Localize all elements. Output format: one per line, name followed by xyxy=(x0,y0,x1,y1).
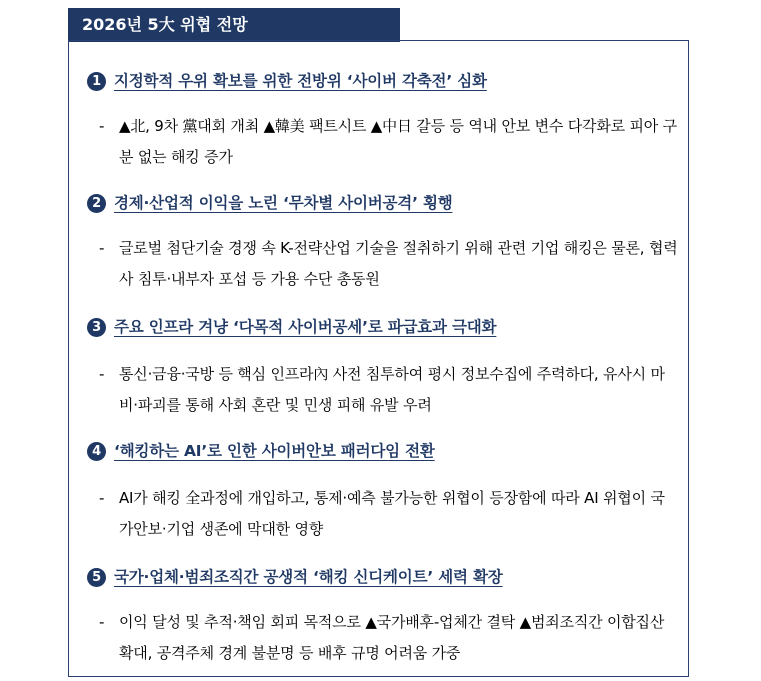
threat-heading-text: 경제·산업적 이익을 노린 ‘무차별 사이버공격’ 횡행 xyxy=(114,194,453,212)
section-title-tab xyxy=(68,8,400,42)
threat-outlook-box xyxy=(68,40,689,677)
threat-detail-5 xyxy=(99,607,679,669)
threat-heading-3 xyxy=(87,315,496,337)
bullet-dash: - xyxy=(99,613,105,631)
number-badge-1: 1 xyxy=(87,72,106,91)
number-badge-4: 4 xyxy=(87,442,106,461)
threat-detail-3 xyxy=(99,359,679,421)
bullet-dash: - xyxy=(99,239,105,257)
bullet-dash: - xyxy=(99,117,105,135)
threat-heading-text: 주요 인프라 겨냥 ‘다목적 사이버공세’로 파급효과 극대화 xyxy=(114,318,497,336)
bullet-dash: - xyxy=(99,489,105,507)
threat-heading-text: 지정학적 우위 확보를 위한 전방위 ‘사이버 각축전’ 심화 xyxy=(114,72,487,90)
threat-heading-4 xyxy=(87,439,435,461)
threat-detail-text: 이익 달성 및 추적·책임 회피 목적으로 ▲국가배후-업체간 결탁 ▲범죄조직간 이합집산 확대, 공격주체 경계 불분명 등 배후 규명 어려움 가중 xyxy=(119,613,665,662)
threat-heading-2 xyxy=(87,191,453,213)
threat-heading-text: 국가·업체·범죄조직간 공생적 ‘해킹 신디케이트’ 세력 확장 xyxy=(114,568,503,586)
threat-detail-text: 통신·금융·국방 등 핵심 인프라內 사전 침투하여 평시 정보수집에 주력하다, 유사시 마비·파괴를 통해 사회 혼란 및 민생 피해 유발 우려 xyxy=(119,365,665,414)
threat-heading-5 xyxy=(87,565,503,587)
threat-detail-text: 글로벌 첨단기술 경쟁 속 K-전략산업 기술을 절취하기 위해 관련 기업 해킹은 물론, 협력사 침투·내부자 포섭 등 가용 수단 총동원 xyxy=(119,239,678,288)
threat-detail-1 xyxy=(99,111,679,173)
threat-detail-text: AI가 해킹 全과정에 개입하고, 통제·예측 불가능한 위협이 등장함에 따라 AI 위협이 국가안보·기업 생존에 막대한 영향 xyxy=(119,489,665,538)
number-badge-2: 2 xyxy=(87,194,106,213)
number-badge-5: 5 xyxy=(87,568,106,587)
threat-detail-2 xyxy=(99,233,679,295)
number-badge-3: 3 xyxy=(87,318,106,337)
threat-detail-text: ▲北, 9차 黨대회 개최 ▲韓美 팩트시트 ▲中日 갈등 등 역내 안보 변수 다각화로 피아 구분 없는 해킹 증가 xyxy=(119,117,677,166)
threat-heading-1 xyxy=(87,69,487,91)
bullet-dash: - xyxy=(99,365,105,383)
section-title: 2026년 5大 위협 전망 xyxy=(82,15,248,34)
threat-detail-4 xyxy=(99,483,679,545)
threat-heading-text: ‘해킹하는 AI’로 인한 사이버안보 패러다임 전환 xyxy=(114,442,435,460)
